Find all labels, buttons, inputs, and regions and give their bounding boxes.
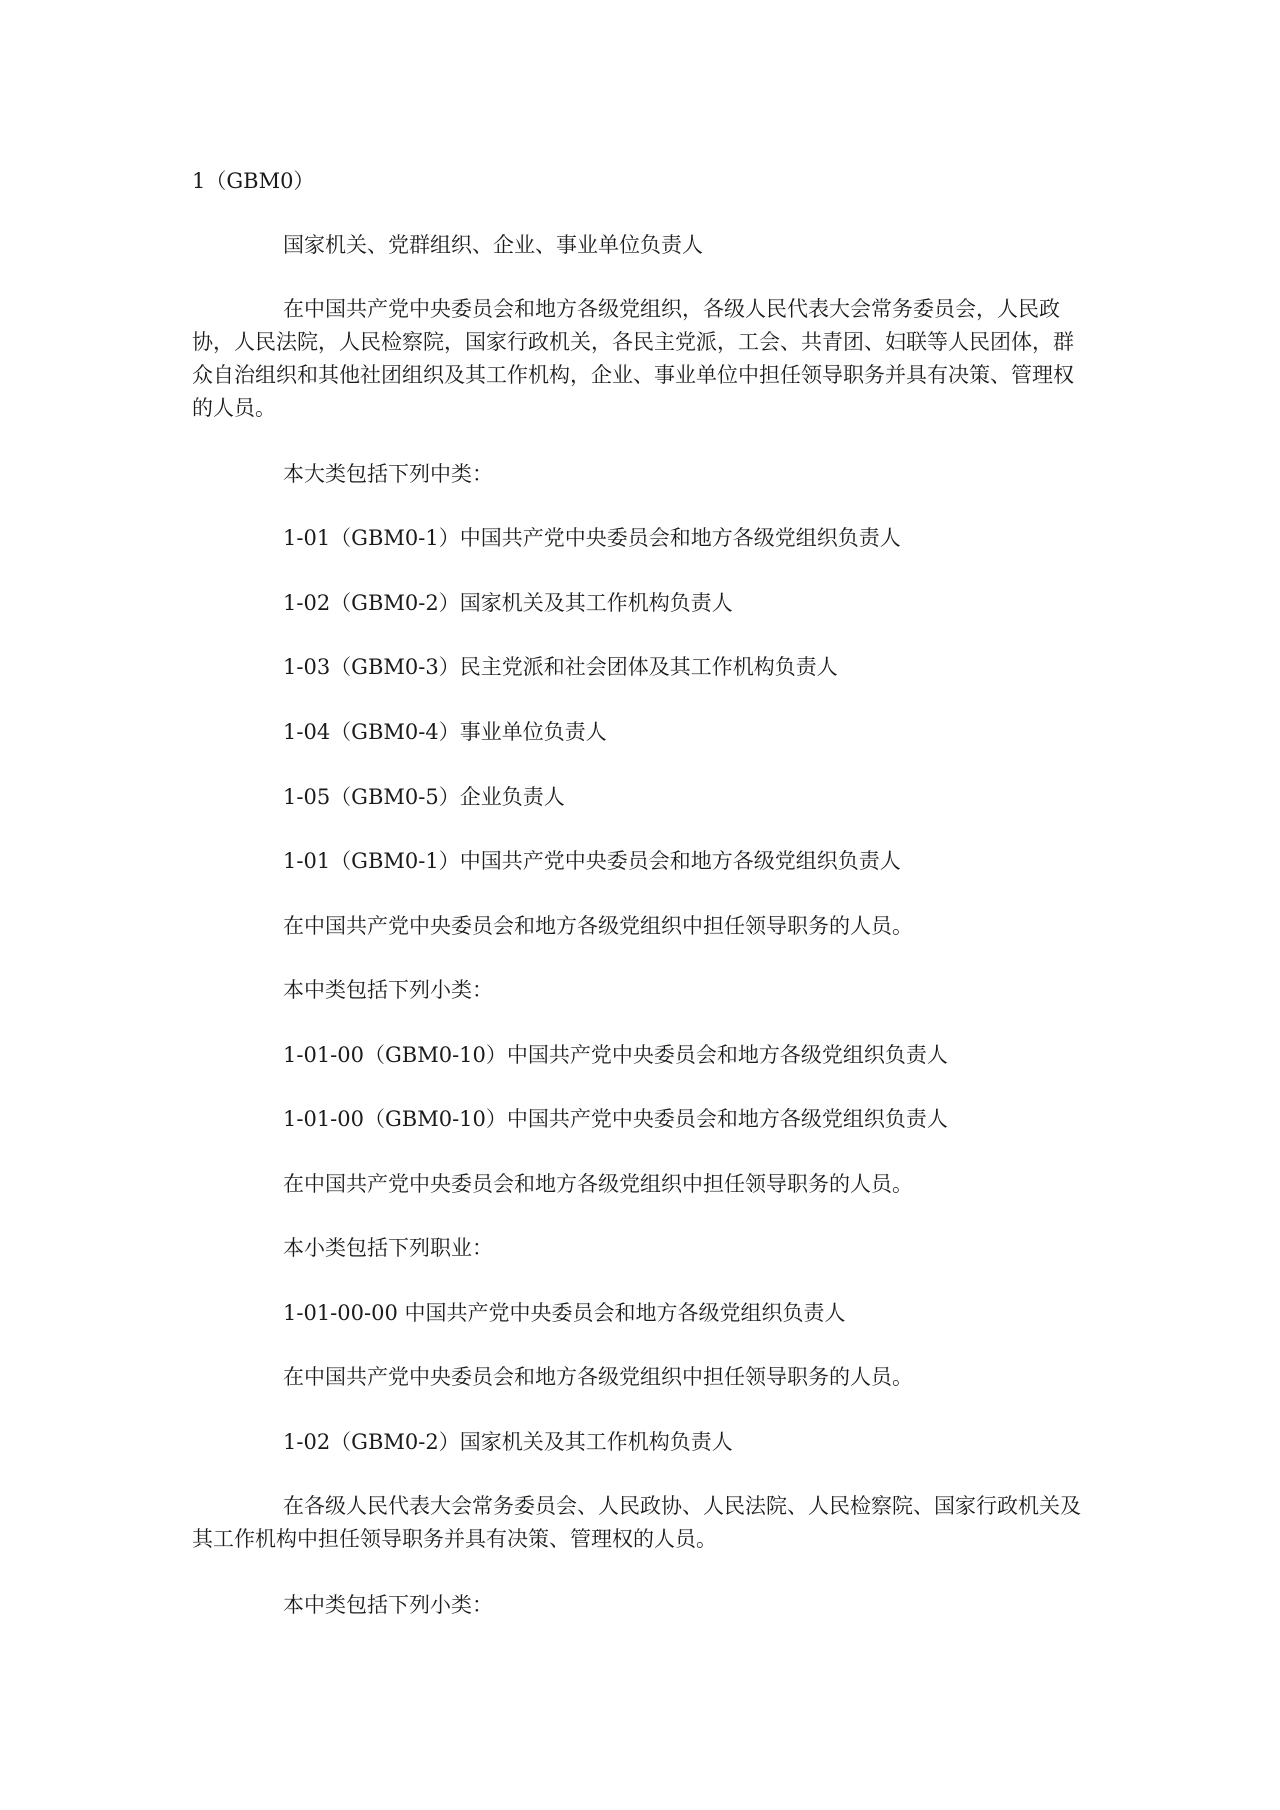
minor-class-heading: 1-01-00（GBM0-10）中国共产党中央委员会和地方各级党组织负责人 (283, 1107, 948, 1131)
subcategory-item-1-03: 1-03（GBM0-3）民主党派和社会团体及其工作机构负责人 (283, 655, 838, 679)
category-title: 国家机关、党群组织、企业、事业单位负责人 (283, 233, 703, 257)
occupation-item: 1-01-00-00 中国共产党中央委员会和地方各级党组织负责人 (283, 1301, 846, 1325)
category-description: 在中国共产党中央委员会和地方各级党组织，各级人民代表大会常务委员会，人民政协，人民法院，人民检察院，国家行政机关，各民主党派，工会、共青团、妇联等人民团体，群众自治组织和其他社团组织及其工作机构，企业、事业单位中担任领导职务并具有决策、管理权的人员。 (192, 297, 1074, 420)
minor-class-item: 1-01-00（GBM0-10）中国共产党中央委员会和地方各级党组织负责人 (283, 1043, 948, 1067)
subcategory-item-1-04: 1-04（GBM0-4）事业单位负责人 (283, 720, 607, 744)
minor-class-intro-1-02: 本中类包括下列小类： (283, 1593, 493, 1617)
section-heading-1-02: 1-02（GBM0-2）国家机关及其工作机构负责人 (283, 1430, 733, 1454)
occupation-intro: 本小类包括下列职业： (283, 1236, 493, 1260)
category-code: 1（GBM0） (192, 169, 315, 193)
section-description-1-02: 在各级人民代表大会常务委员会、人民政协、人民法院、人民检察院、国家行政机关及其工作机构中担任领导职务并具有决策、管理权的人员。 (192, 1494, 1081, 1551)
subcategory-intro: 本大类包括下列中类： (283, 462, 493, 486)
occupation-description: 在中国共产党中央委员会和地方各级党组织中担任领导职务的人员。 (283, 1365, 913, 1389)
subcategory-item-1-01: 1-01（GBM0-1）中国共产党中央委员会和地方各级党组织负责人 (283, 526, 901, 550)
subcategory-item-1-05: 1-05（GBM0-5）企业负责人 (283, 785, 565, 809)
section-heading-1-01: 1-01（GBM0-1）中国共产党中央委员会和地方各级党组织负责人 (283, 849, 901, 873)
section-description-1-01: 在中国共产党中央委员会和地方各级党组织中担任领导职务的人员。 (283, 914, 913, 938)
subcategory-item-1-02: 1-02（GBM0-2）国家机关及其工作机构负责人 (283, 591, 733, 615)
minor-class-description: 在中国共产党中央委员会和地方各级党组织中担任领导职务的人员。 (283, 1172, 913, 1196)
minor-class-intro: 本中类包括下列小类： (283, 978, 493, 1002)
